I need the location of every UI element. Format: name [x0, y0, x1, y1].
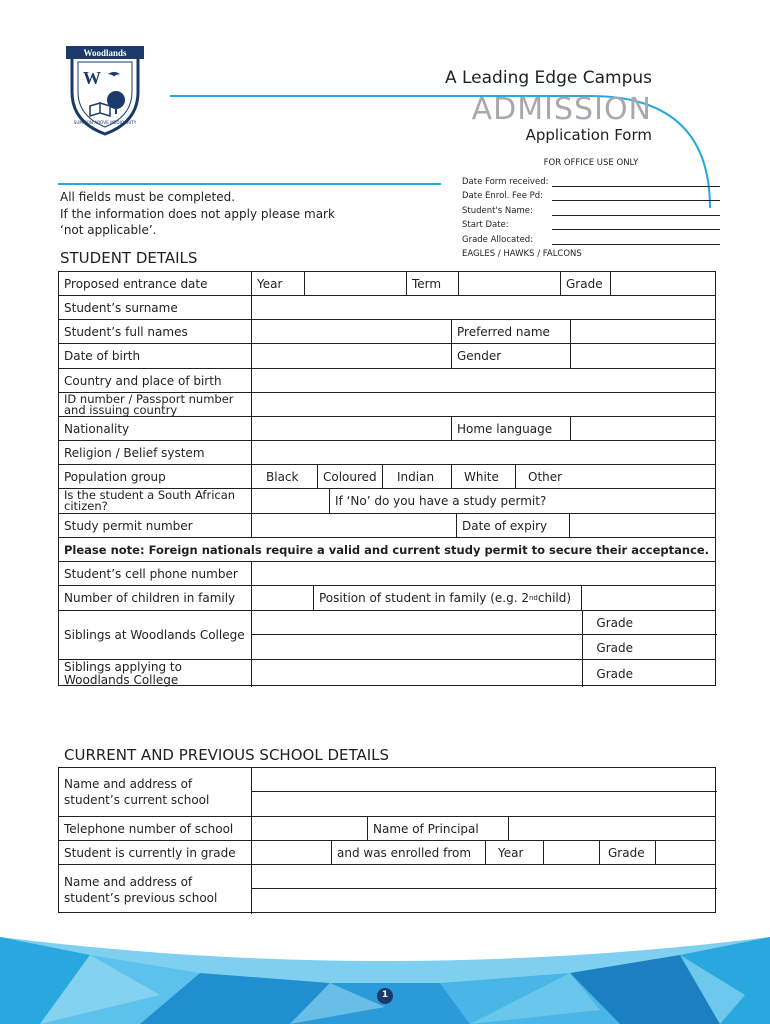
notice-line-2: If the information does not apply please mark [60, 206, 335, 221]
population-group-label: Population group [64, 469, 166, 484]
population-option-indian[interactable]: Indian [382, 465, 451, 488]
population-option-black[interactable]: Black [251, 465, 317, 488]
surname-label: Student’s surname [64, 300, 178, 315]
table-row [59, 817, 715, 841]
num-children-text: Number of children in family [64, 591, 236, 605]
table-row [59, 768, 715, 817]
sibling-name-field[interactable] [251, 611, 582, 635]
table-row [59, 465, 715, 489]
cell-phone-label: Student’s cell phone number [64, 566, 238, 581]
preferred-name-field[interactable] [570, 320, 717, 343]
term-label: Term [406, 272, 458, 295]
sibling-grade-label: Grade [582, 635, 717, 660]
table-row [59, 320, 715, 344]
office-field-line[interactable] [552, 177, 720, 187]
table-row [59, 841, 715, 865]
study-permit-number-field[interactable] [251, 514, 456, 537]
table-row [59, 514, 715, 538]
house-names: EAGLES / HAWKS / FALCONS [462, 248, 582, 259]
family-position-text: Position of student in family (e.g. 2 [319, 591, 529, 605]
siblings-applying-label: Siblings applying to Woodlands College [64, 660, 182, 687]
family-position-field[interactable] [581, 586, 717, 610]
notice-divider [58, 183, 441, 185]
current-school-field[interactable] [251, 792, 717, 817]
religion-label: Religion / Belief system [64, 445, 205, 460]
num-children-field[interactable] [251, 586, 313, 610]
notice-text [60, 189, 335, 239]
current-grade-label: Student is currently in grade [64, 845, 236, 860]
svg-text:Woodlands: Woodlands [83, 48, 127, 58]
siblings-at-label: Siblings at Woodlands College [64, 628, 245, 642]
table-row [59, 611, 715, 660]
grade-label: Grade [560, 272, 610, 295]
sibling-name-field[interactable] [251, 635, 582, 660]
table-row [59, 489, 715, 514]
table-row [59, 865, 715, 914]
family-position-text-end: child) [537, 591, 572, 605]
table-row [59, 417, 715, 441]
principal-field[interactable] [508, 817, 717, 840]
enrolled-year-field[interactable] [543, 841, 599, 864]
enrolled-year-label: Year [485, 841, 543, 864]
population-option-coloured[interactable]: Coloured [317, 465, 382, 488]
table-row [59, 441, 715, 465]
entrance-year-field[interactable] [304, 272, 406, 295]
office-field-label: Start Date: [462, 220, 509, 231]
office-field-row [462, 201, 720, 216]
nationality-label: Nationality [64, 421, 130, 436]
home-language-label: Home language [451, 417, 570, 440]
school-telephone-field[interactable] [251, 817, 367, 840]
office-field-row [462, 230, 720, 245]
family-position-sup: nd [528, 594, 538, 602]
sa-citizen-label: Is the student a South African citizen? [64, 489, 236, 513]
id-number-field[interactable] [251, 393, 717, 416]
previous-school-field[interactable] [251, 865, 717, 889]
office-field-line[interactable] [552, 191, 720, 201]
table-row [59, 369, 715, 393]
family-position-label [313, 586, 581, 610]
office-field-row [462, 172, 720, 187]
country-place-field[interactable] [251, 369, 717, 392]
notice-line-3: ‘not applicable’. [60, 223, 157, 237]
office-field-line[interactable] [552, 220, 720, 230]
page-number: 1 [381, 990, 389, 1000]
foreign-nationals-note: Please note: Foreign nationals require a valid and current study permit to secure their acceptance. [64, 542, 710, 557]
table-row [59, 660, 715, 687]
population-option-white[interactable]: White [451, 465, 515, 488]
sa-citizen-field[interactable] [251, 489, 329, 513]
svg-text:W: W [83, 68, 101, 88]
footer-geometric-band [0, 925, 770, 1024]
table-row [59, 538, 715, 562]
office-field-line[interactable] [552, 235, 720, 245]
office-field-row [462, 187, 720, 202]
table-row [59, 562, 715, 586]
sibling-applying-grade-label: Grade [582, 660, 717, 687]
sibling-grade-label: Grade [582, 611, 717, 635]
current-school-field[interactable] [251, 768, 717, 792]
page-subtitle: Application Form [525, 126, 652, 144]
school-details-heading: CURRENT AND PREVIOUS SCHOOL DETAILS [64, 746, 390, 764]
enrolled-from-label: and was enrolled from [331, 841, 485, 864]
dob-field[interactable] [251, 344, 451, 368]
sibling-applying-field[interactable] [251, 660, 582, 687]
enrolled-grade-field[interactable] [655, 841, 717, 864]
table-row [59, 344, 715, 369]
entrance-date-label: Proposed entrance date [64, 276, 208, 291]
woodlands-crest-logo [64, 42, 146, 138]
office-field-label: Grade Allocated: [462, 234, 534, 245]
office-use-title: FOR OFFICE USE ONLY [543, 158, 639, 168]
office-field-label: Date Form received: [462, 176, 549, 187]
previous-school-field[interactable] [251, 889, 717, 914]
entrance-grade-field[interactable] [610, 272, 717, 295]
nationality-field[interactable] [251, 417, 451, 440]
surname-field[interactable] [251, 296, 717, 319]
office-use-block [462, 158, 720, 259]
full-names-label: Student’s full names [64, 324, 188, 339]
school-details-table [58, 767, 716, 913]
num-children-label [59, 586, 251, 610]
country-place-label: Country and place of birth [64, 373, 222, 388]
preferred-name-label: Preferred name [451, 320, 570, 343]
page-title: ADMISSION [471, 92, 652, 127]
gender-label: Gender [451, 344, 570, 368]
office-field-line[interactable] [552, 206, 720, 216]
current-school-label: Name and address of student’s current school [64, 777, 210, 807]
principal-label: Name of Principal [367, 817, 508, 840]
student-details-heading: STUDENT DETAILS [60, 249, 198, 267]
religion-field[interactable] [251, 441, 717, 464]
previous-school-label: Name and address of student’s previous school [64, 874, 218, 905]
expiry-date-label: Date of expiry [456, 514, 569, 537]
table-row [59, 272, 715, 296]
current-grade-field[interactable] [251, 841, 331, 864]
gender-field[interactable] [570, 344, 717, 368]
office-field-label: Student's Name: [462, 205, 533, 216]
entrance-term-field[interactable] [458, 272, 560, 295]
office-field-row [462, 216, 720, 231]
office-field-label: Date Enrol. Fee Pd: [462, 191, 544, 202]
study-permit-question: If ‘No’ do you have a study permit? [329, 489, 717, 513]
year-label: Year [251, 272, 304, 295]
student-details-table [58, 271, 716, 686]
id-number-label: ID number / Passport number and issuing country [64, 393, 234, 416]
dob-label: Date of birth [64, 349, 141, 363]
cell-phone-field[interactable] [251, 562, 717, 585]
svg-text:SUMMON ABOVE MEDIOCRITY: SUMMON ABOVE MEDIOCRITY [73, 120, 137, 125]
table-row [59, 393, 715, 417]
school-telephone-label: Telephone number of school [64, 821, 234, 836]
expiry-date-field[interactable] [569, 514, 717, 537]
table-row [59, 296, 715, 320]
notice-line-1: All fields must be completed. [60, 190, 236, 204]
home-language-field[interactable] [570, 417, 717, 440]
population-option-other[interactable]: Other [515, 465, 579, 488]
full-names-field[interactable] [251, 320, 451, 343]
study-permit-number-label: Study permit number [64, 518, 193, 533]
campus-tagline: A Leading Edge Campus [444, 68, 652, 88]
table-row [59, 586, 715, 611]
enrolled-grade-label: Grade [599, 841, 655, 864]
